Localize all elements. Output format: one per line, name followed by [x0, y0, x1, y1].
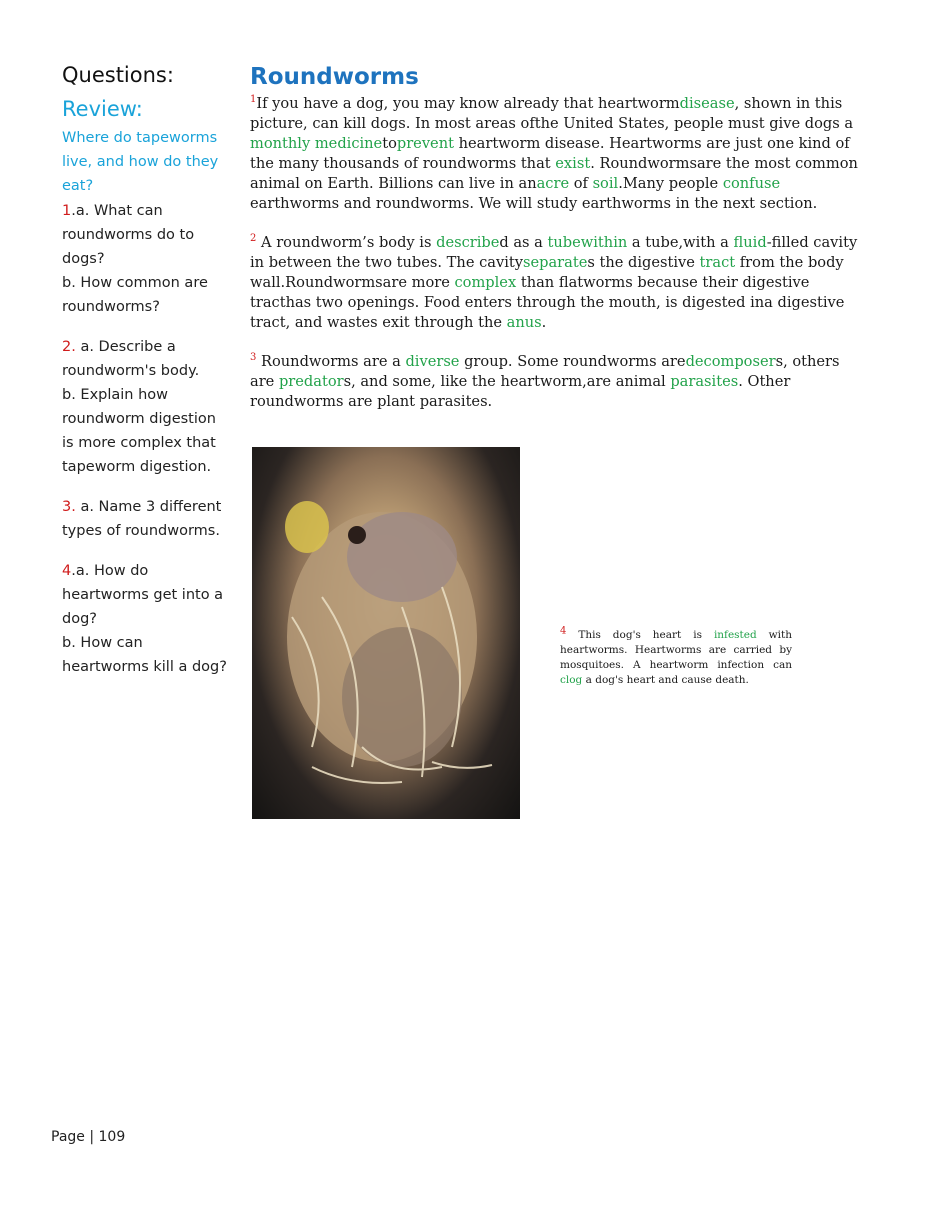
- text-run: , shown in this picture, can kill dogs. In most areas ofthe United States, people must give dogs a: [250, 95, 854, 132]
- questions-heading: Questions:: [62, 63, 174, 87]
- page-title: Roundworms: [250, 64, 419, 90]
- vocab-word: diverse: [405, 353, 460, 370]
- text-run: group. Some roundworms are: [459, 353, 686, 370]
- paragraph-number: 3: [250, 352, 257, 364]
- photo-caption: [560, 625, 792, 688]
- text-run: with heartworms. Heartworms are carried by mosquitoes. A heartworm infection can: [560, 629, 792, 671]
- paragraph-number: 1: [250, 94, 257, 106]
- text-run: s, others are: [250, 353, 840, 390]
- vocab-word: clog: [560, 674, 583, 686]
- vocab-word: prevent: [396, 135, 454, 152]
- text-run: than flatworms because their digestive tracthas two openings. Food enters through the mouth, is digested ina digestive tract, and wastes exit through the: [250, 274, 845, 331]
- question-2: [62, 335, 232, 479]
- text-run: . Other roundworms are plant parasites.: [250, 373, 791, 410]
- question-1: [62, 199, 232, 319]
- main-content: [250, 60, 862, 431]
- text-run: .: [541, 314, 547, 331]
- paragraph-number: 2: [250, 233, 257, 245]
- heartworm-heart-photo: [252, 447, 520, 819]
- text-run: from the body wall.Roundwormsare more: [250, 254, 844, 291]
- question-4: [62, 559, 232, 679]
- question-part-b: b. How can heartworms kill a dog?: [62, 635, 227, 675]
- question-part-a: a. Name 3 different types of roundworms.: [62, 499, 222, 539]
- vocab-word: complex: [454, 274, 517, 291]
- text-run: A roundworm’s body is: [256, 234, 437, 251]
- question-part-b: b. Explain how roundworm digestion is more complex that tapeworm digestion.: [62, 387, 216, 475]
- vocab-word: monthly medicine: [250, 135, 383, 152]
- text-run: If you have a dog, you may know already that heartworm: [256, 95, 680, 112]
- vocab-word: tubewithin: [547, 234, 628, 251]
- paragraph-1: [250, 94, 862, 214]
- vocab-word: decomposer: [685, 353, 776, 370]
- question-number: 4: [62, 563, 72, 579]
- text-run: s the digestive: [587, 254, 700, 271]
- text-run: to: [382, 135, 397, 152]
- questions-sidebar: [62, 58, 232, 695]
- paragraph-2: [250, 233, 862, 333]
- vocab-word: soil: [592, 175, 619, 192]
- vocab-word: confuse: [722, 175, 781, 192]
- question-part-b: b. How common are roundworms?: [62, 275, 208, 315]
- question-part-a: a. Describe a roundworm's body.: [62, 339, 200, 379]
- vocab-word: infested: [713, 629, 757, 641]
- vocab-word: describe: [436, 234, 500, 251]
- vocab-word: anus: [506, 314, 542, 331]
- vocab-word: disease: [679, 95, 735, 112]
- text-run: of: [569, 175, 593, 192]
- question-part-a: .a. How do heartworms get into a dog?: [62, 563, 224, 627]
- text-run: heartworm disease. Heartworms are just one kind of the many thousands of roundworms that: [250, 135, 850, 172]
- vocab-word: predator: [278, 373, 344, 390]
- text-run: a tube,with a: [627, 234, 734, 251]
- paragraph-3: [250, 352, 862, 412]
- question-number: 2.: [62, 339, 76, 355]
- text-run: a dog's heart and cause death.: [582, 674, 749, 686]
- text-run: Roundworms are a: [256, 353, 406, 370]
- page-number: Page | 109: [51, 1129, 126, 1145]
- text-run: s, and some, like the heartworm,are animal: [343, 373, 671, 390]
- text-run: -filled cavity in between the two tubes. The cavity: [250, 234, 858, 271]
- text-run: d as a: [499, 234, 548, 251]
- text-run: .Many people: [618, 175, 723, 192]
- vocab-word: fluid: [733, 234, 767, 251]
- question-number: 3.: [62, 499, 76, 515]
- vocab-word: acre: [536, 175, 570, 192]
- caption-number: 4: [560, 625, 567, 637]
- text-run: earthworms and roundworms. We will study earthworms in the next section.: [250, 195, 818, 212]
- vocab-word: tract: [699, 254, 736, 271]
- text-run: This dog's heart is: [566, 629, 714, 641]
- vocab-word: separate: [522, 254, 588, 271]
- question-part-a: .a. What can roundworms do to dogs?: [62, 203, 195, 267]
- vocab-word: exist: [555, 155, 591, 172]
- review-question: Where do tapeworms live, and how do they eat?: [62, 130, 219, 194]
- review-heading: Review:: [62, 97, 143, 121]
- heart-illustration: [252, 447, 520, 819]
- text-run: . Roundwormsare the most common animal on Earth. Billions can live in an: [250, 155, 858, 192]
- question-number: 1: [62, 203, 72, 219]
- vocab-word: parasites: [670, 373, 739, 390]
- question-3: [62, 495, 232, 543]
